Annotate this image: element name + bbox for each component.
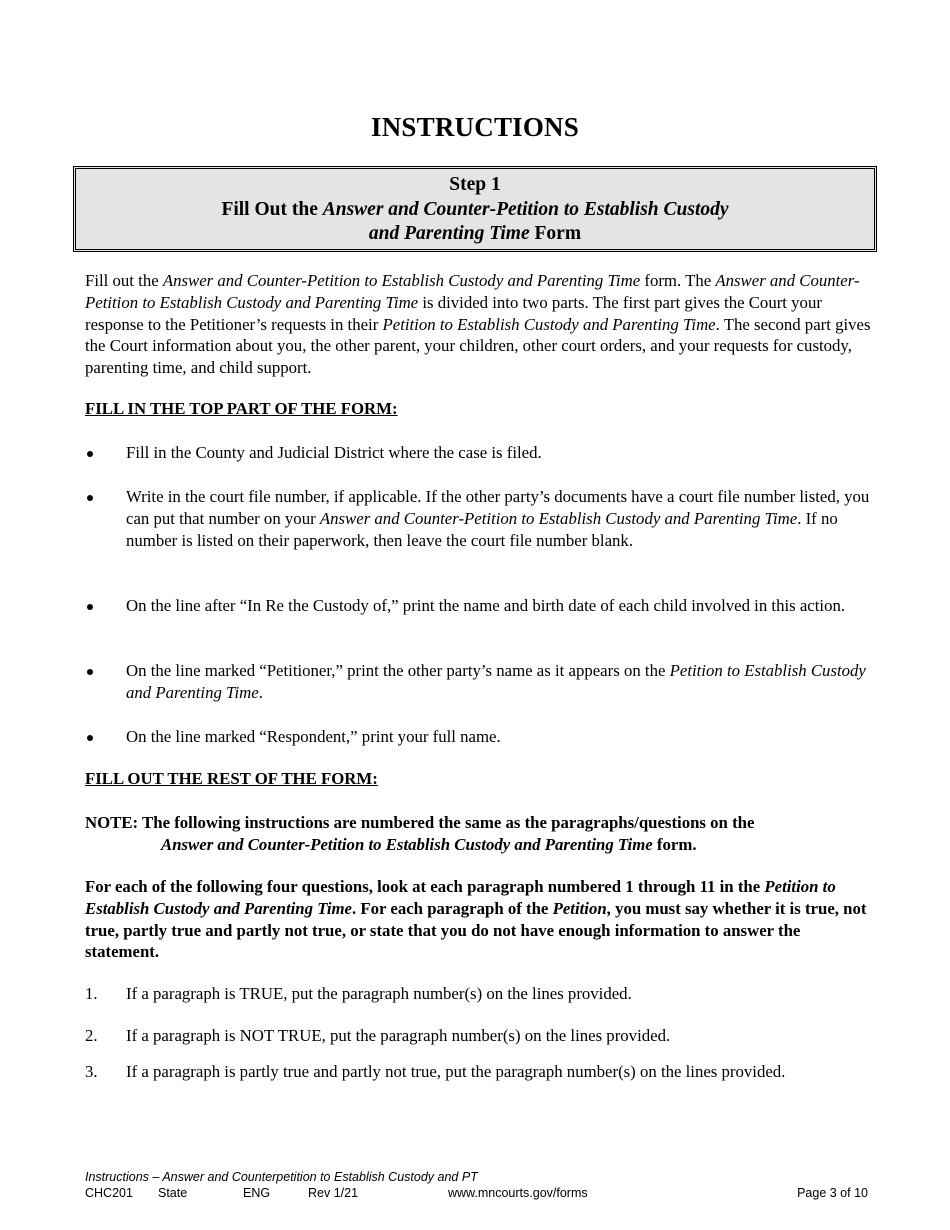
bullet-icon — [85, 726, 105, 748]
bullet-icon — [85, 486, 105, 508]
step-number: Step 1 — [449, 174, 501, 195]
step-title-line2: and Parenting Time Form — [368, 223, 582, 244]
instruction-paragraph: For each of the following four questions, look at each paragraph numbered 1 through 11 in the Petition to Establish Custody and Parenting Time. For each paragraph of the Petition, you must say whether it is true, not true, partly true and partly not true, or state that you do not have enough information to answer the statement. — [85, 877, 867, 962]
footer-url[interactable]: www.mncourts.gov/forms — [448, 1186, 588, 1200]
footer-form-title: Instructions – Answer and Counterpetition to Establish Custody and PT — [85, 1170, 478, 1184]
document-page: INSTRUCTIONS Step 1 Fill Out the Answer and Counter-Petition to Establish Custody and Parenting Time Form Fill out the Answer and Counter-Petition to Establish Custody and Parenting Time form. The Answer and Counter-Petition to Establish Custody and Parenting Time is divided into two parts. The first part gives the Court your response to the Petitioner’s requests in their Petition to Establish Custody and Parenting Time. The second part gives the Court information about you, the other parent, your children, other court orders, and your requests for custody, parenting time, and child support. FILL IN THE TOP PART OF THE FORM: Fill in the County and Judicial District where the case is filed. Write in the court file number, if applicable. If the other party’s documents have a court file number listed, you can put that number on your Answer and Counter-Petition to Establish Custody and Parenting Time. If no number is listed on their paperwork, then leave the court file number blank. On the line after “In Re the Custody of,” print the name and birth date of each child involved in this action. On the line marked “Petitioner,” print the other party’s name as it appears on the Petition to Establish Custody and Parenting Time. On the line marked “Respondent,” print your full name. FILL OUT THE REST OF THE FORM: NOTE: The following instructions are numbered the same as the paragraphs/questions on the Answer and Counter-Petition to Establish Custody and Parenting Time form. For each of the following four questions, look at each paragraph numbered 1 through 11 in the Petition to Establish Custody and Parenting Time. For each paragraph of the Petition, you must say whether it is true, not true, partly true and partly not true, or state that you do not have enough information to answer the statement. 1. If a paragraph is TRUE, put the paragraph number(s) on the lines provided. 2. If a paragraph is NOT TRUE, put the paragraph number(s) on the lines provided. 3. If a paragraph is partly true and partly not true, put the paragraph number(s) on the lines provided. Instructions – Answer and Counterpetition to Establish Custody and PT CHC201 State ENG Rev 1/21 www.mncourts.gov/forms Page 3 of 10 — [0, 0, 950, 1230]
footer-revision: Rev 1/21 — [308, 1186, 359, 1200]
intro-paragraph: Fill out the Answer and Counter-Petition to Establish Custody and Parenting Time form. The Answer and Counter-Petition to Establish Custody and Parenting Time is divided into two parts. The first part gives the Court your response to the Petitioner’s requests in their Petition to Establish Custody and Parenting Time. The second part gives the Court information about you, the other parent, your children, other court orders, and your requests for custody, parenting time, and child support. — [85, 271, 871, 378]
footer-language: ENG — [243, 1186, 271, 1200]
footer-form-code: CHC201 — [85, 1186, 133, 1200]
bullet-icon — [85, 595, 105, 617]
note-paragraph: NOTE: The following instructions are numbered the same as the paragraphs/questions on the Answer and Counter-Petition to Establish Custody and Parenting Time form. — [85, 813, 755, 854]
step-title-line1: Fill Out the Answer and Counter-Petition to Establish Custody — [221, 198, 729, 220]
section-heading-rest-of-form: FILL OUT THE REST OF THE FORM: — [85, 769, 378, 788]
section-heading-top-part: FILL IN THE TOP PART OF THE FORM: — [85, 399, 398, 418]
page-title: INSTRUCTIONS — [371, 112, 579, 142]
bullet-icon — [85, 442, 105, 464]
step-header-box — [73, 166, 877, 252]
footer-state: State — [158, 1186, 188, 1200]
bullet-icon — [85, 660, 105, 682]
footer-info — [85, 1186, 868, 1202]
footer-page-number: Page 3 of 10 — [797, 1186, 868, 1200]
